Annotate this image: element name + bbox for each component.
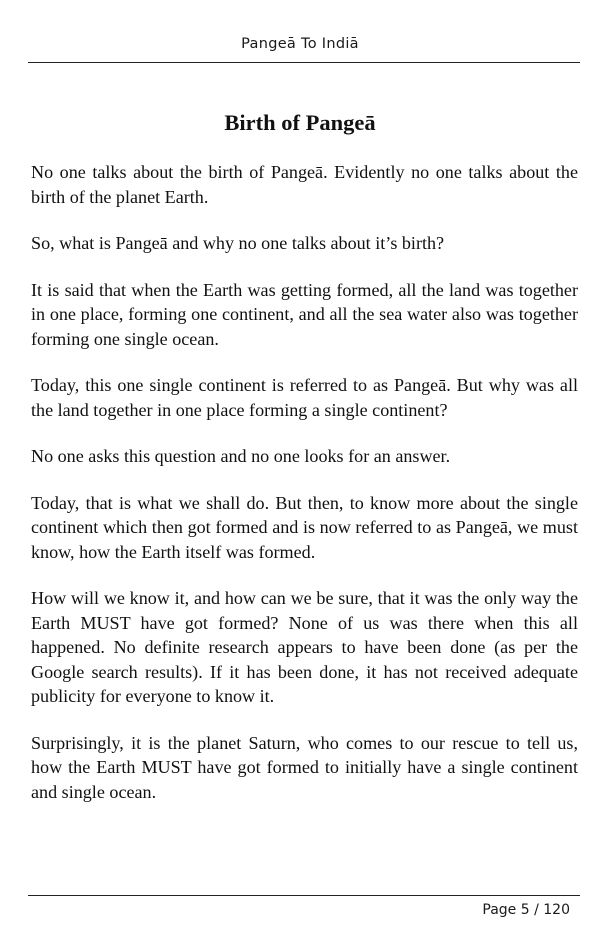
paragraph-8: Surprisingly, it is the planet Saturn, who comes to our rescue to tell us, how the Earth MUST have got formed to initially have a single continent and single ocean. [31, 732, 578, 802]
chapter-title: Birth of Pangeā [224, 110, 376, 135]
paragraph-1: No one talks about the birth of Pangeā. Evidently no one talks about the birth of the planet Earth. [31, 162, 578, 207]
body-text [31, 160, 578, 826]
paragraph-6: Today, that is what we shall do. But then, to know more about the single continent which then got formed and is now referred to as Pangeā, we must know, how the Earth itself was formed. [31, 492, 578, 562]
page-number: Page 5 / 120 [482, 902, 570, 918]
running-header: Pangeā To Indiā [241, 36, 359, 52]
paragraph-2: So, what is Pangeā and why no one talks about it’s birth? [31, 233, 445, 253]
footer-divider [28, 895, 580, 896]
paragraph-4: Today, this one single continent is referred to as Pangeā. But why was all the land together in one place forming a single continent? [31, 375, 578, 420]
header-divider [28, 62, 580, 63]
paragraph-5: No one asks this question and no one looks for an answer. [31, 446, 451, 466]
paragraph-7: How will we know it, and how can we be sure, that it was the only way the Earth MUST have got formed? None of us was there when this all happened. No definite research appears to have been done (as per the Google search results). If it has been done, it has not received adequate publicity for everyone to know it. [31, 588, 578, 706]
paragraph-3: It is said that when the Earth was getting formed, all the land was together in one place, forming one continent, and all the sea water also was together forming one single ocean. [31, 279, 578, 349]
